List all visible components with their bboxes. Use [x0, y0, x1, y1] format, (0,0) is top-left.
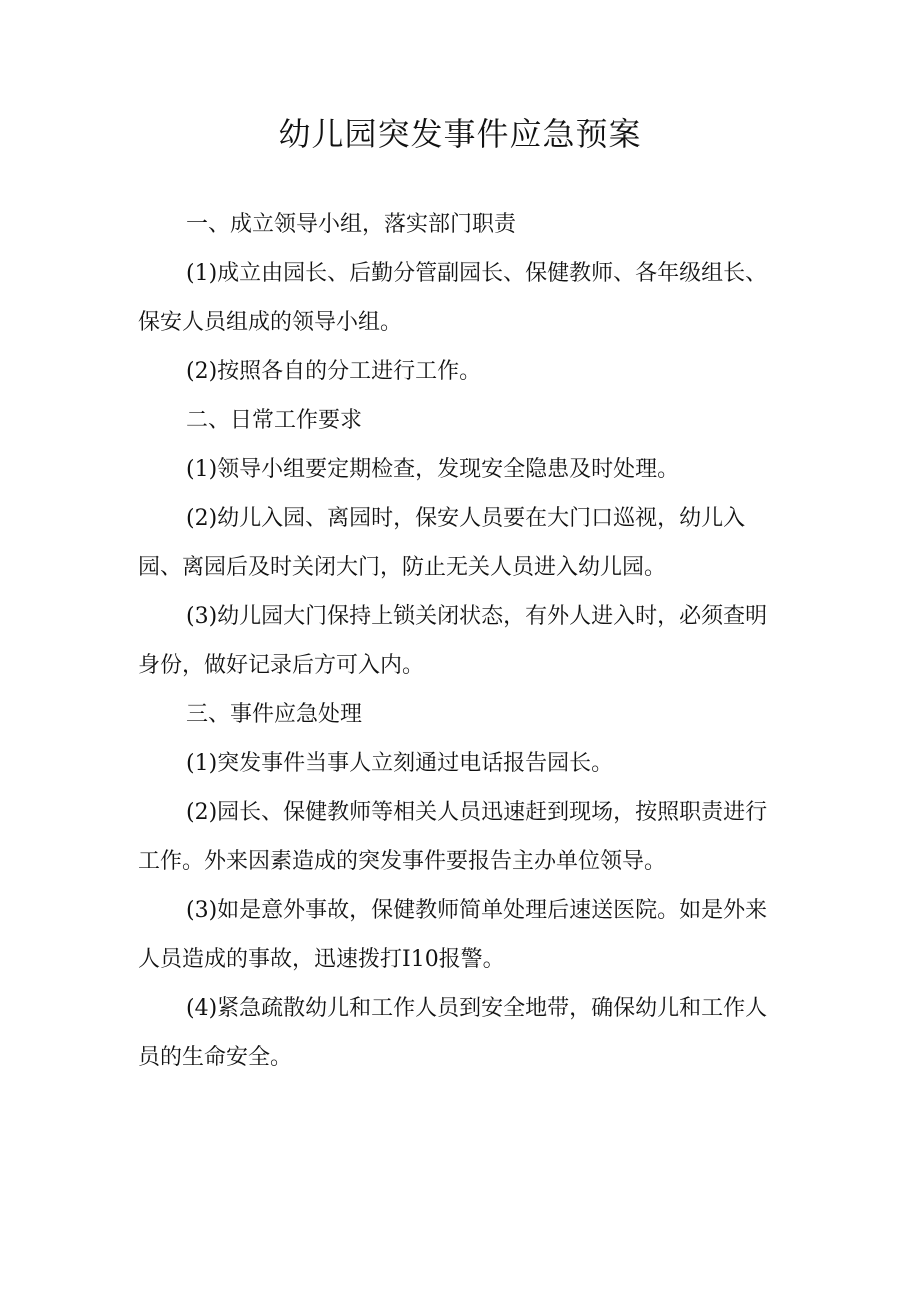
- document-body: [138, 200, 788, 1082]
- paragraph: (2)按照各自的分工进行工作。: [186, 359, 482, 384]
- paragraph: (1)领导小组要定期检查，发现安全隐患及时处理。: [186, 457, 680, 482]
- section-heading-1: 一、成立领导小组，落实部门职责: [186, 212, 517, 237]
- paragraph: (3)如是意外事故，保健教师简单处理后速送医院。如是外来人员造成的事故，迅速拨打I10报警。: [138, 898, 768, 972]
- paragraph: (4)紧急疏散幼儿和工作人员到安全地带，确保幼儿和工作人员的生命安全。: [138, 996, 768, 1070]
- paragraph: (2)园长、保健教师等相关人员迅速赶到现场，按照职责进行工作。外来因素造成的突发事件要报告主办单位领导。: [138, 800, 768, 874]
- document-title: 幼儿园突发事件应急预案: [278, 115, 642, 153]
- paragraph: (2)幼儿入园、离园时，保安人员要在大门口巡视，幼儿入园、离园后及时关闭大门，防止无关人员进入幼儿园。: [138, 506, 746, 580]
- section-heading-2: 二、日常工作要求: [186, 408, 363, 433]
- paragraph: (3)幼儿园大门保持上锁关闭状态，有外人进入时，必须查明身份，做好记录后方可入内。: [138, 604, 768, 678]
- paragraph: (1)突发事件当事人立刻通过电话报告园长。: [186, 751, 614, 776]
- paragraph: (1)成立由园长、后勤分管副园长、保健教师、各年级组长、保安人员组成的领导小组。: [138, 261, 768, 335]
- section-heading-3: 三、事件应急处理: [186, 702, 363, 727]
